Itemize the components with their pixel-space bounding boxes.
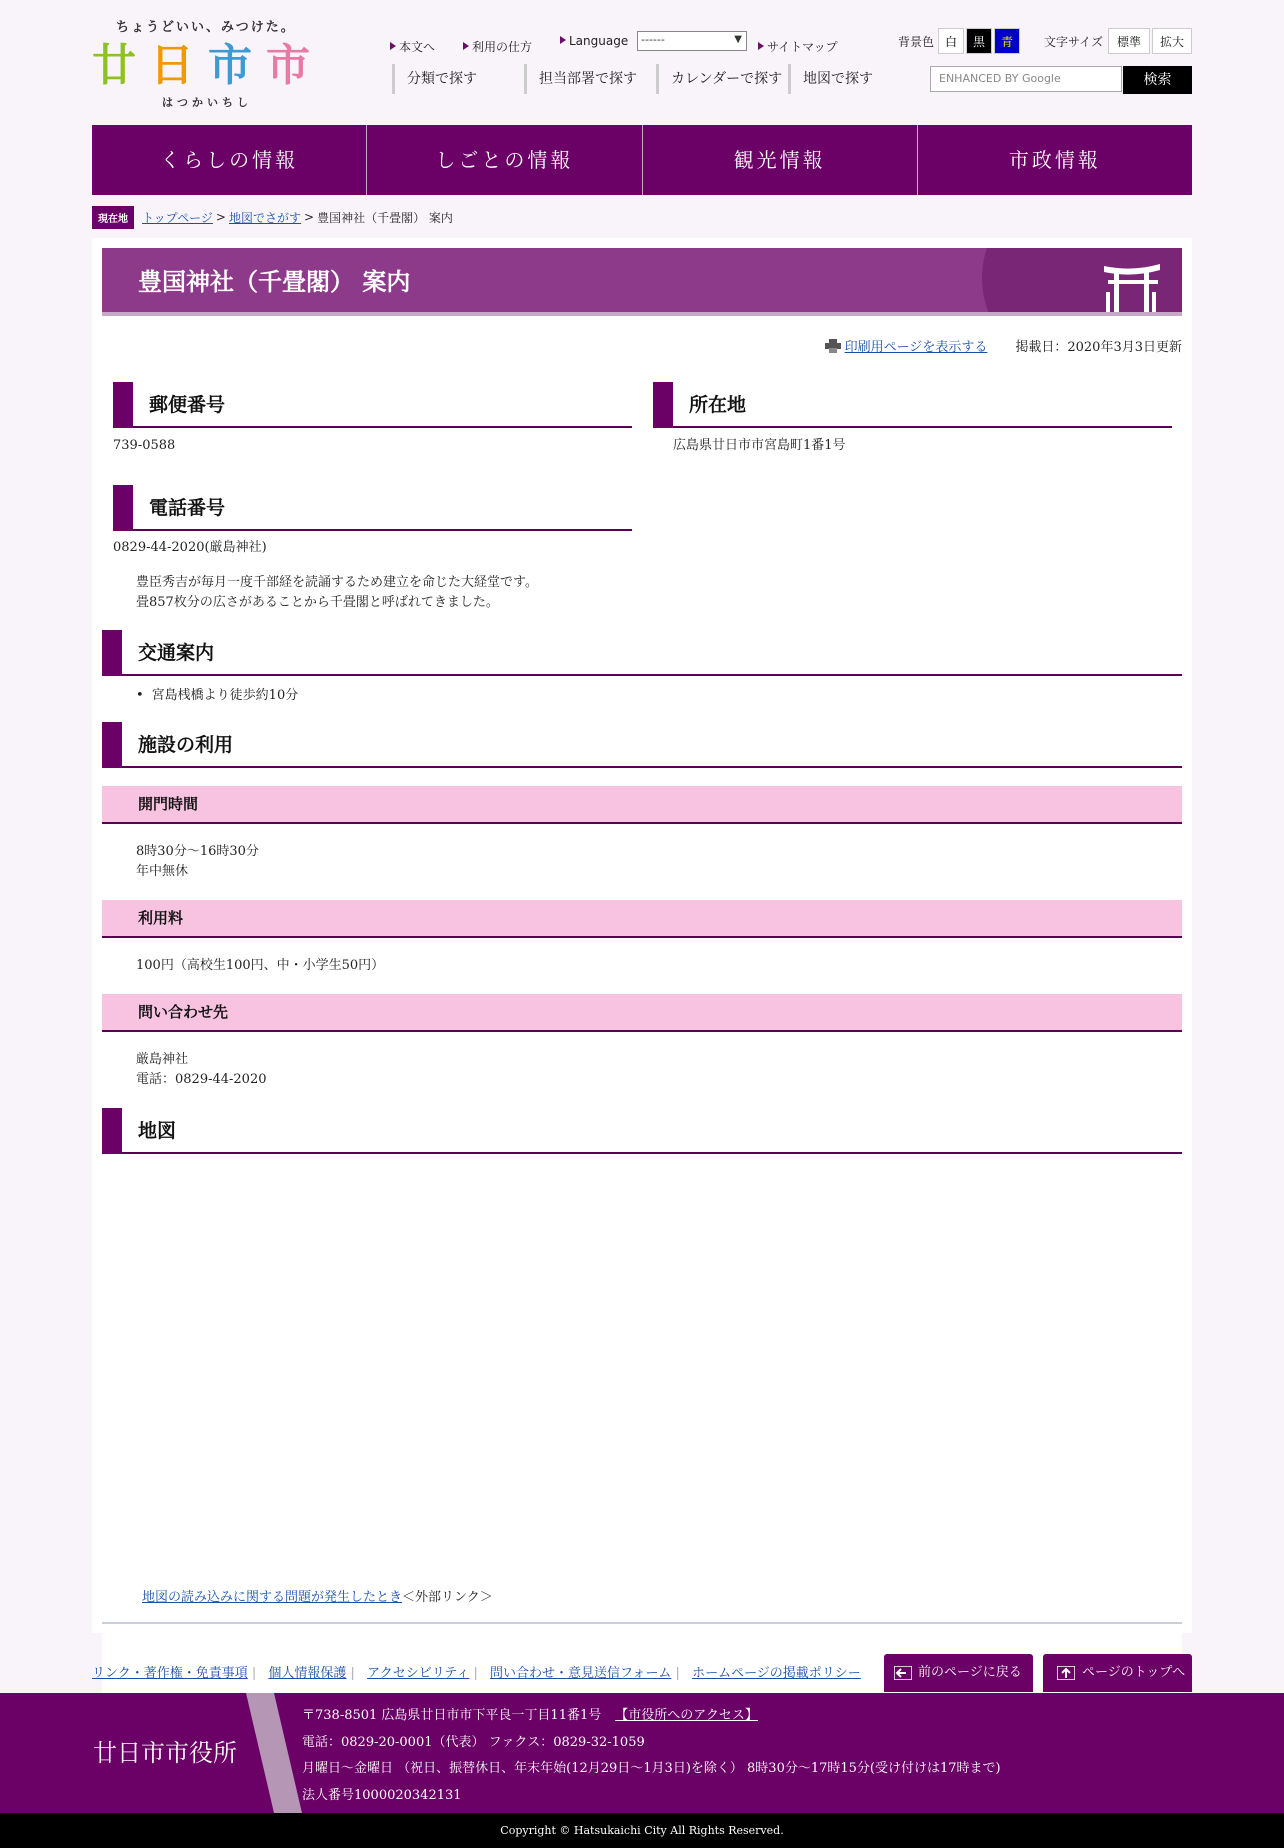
footer-info bbox=[302, 1703, 1001, 1809]
torii-icon bbox=[1102, 258, 1162, 316]
site-logo[interactable] bbox=[92, 16, 332, 110]
page-top-icon bbox=[1057, 1666, 1075, 1680]
bgcolor-black-button[interactable]: 黒 bbox=[966, 28, 992, 54]
phone-number: 0829-44-2020(厳島神社) bbox=[113, 540, 267, 555]
footer-link-policy[interactable]: ホームページの掲載ポリシー bbox=[692, 1666, 861, 1681]
fontsize-large-button[interactable]: 拡大 bbox=[1152, 28, 1192, 54]
logo-char: 日 bbox=[150, 40, 208, 91]
back-icon bbox=[894, 1666, 912, 1680]
bgcolor-label: 背景色 bbox=[898, 35, 935, 49]
map-issue-link[interactable]: 地図の読み込みに関する問題が発生したとき bbox=[142, 1590, 403, 1605]
arrow-right-icon bbox=[390, 42, 396, 50]
contact-phone: 電話：0829-44-2020 bbox=[136, 1072, 267, 1087]
bgcolor-white-button[interactable]: 白 bbox=[938, 28, 964, 54]
footer-corporate-number: 法人番号1000020342131 bbox=[302, 1787, 462, 1803]
contact-heading: 問い合わせ先 bbox=[102, 994, 1182, 1032]
access-heading: 交通案内 bbox=[102, 630, 1182, 676]
footer-link-accessibility[interactable]: アクセシビリティ bbox=[367, 1666, 470, 1681]
search-input[interactable]: ENHANCED BY Google bbox=[930, 66, 1122, 92]
page-meta bbox=[825, 336, 1182, 355]
footer-link-privacy[interactable]: 個人情報保護 bbox=[268, 1666, 347, 1681]
skip-to-content-link[interactable]: 本文へ bbox=[390, 38, 435, 55]
postal-heading: 郵便番号 bbox=[113, 382, 632, 428]
map-heading: 地図 bbox=[102, 1108, 1182, 1154]
logo-char: 廿 bbox=[92, 40, 150, 91]
logo-char: 市 bbox=[266, 40, 324, 91]
external-link-note: ＜外部リンク＞ bbox=[402, 1590, 493, 1605]
description-line: 豊臣秀吉が毎月一度千部経を読誦するため建立を命じた大経堂です。 bbox=[136, 575, 538, 590]
breadcrumb-here-label: 現在地 bbox=[92, 206, 134, 229]
nav-tourism[interactable]: 観光情報 bbox=[643, 125, 918, 195]
hours-text: 8時30分～16時30分 bbox=[136, 844, 259, 859]
arrow-right-icon bbox=[463, 42, 469, 50]
arrow-right-icon bbox=[758, 42, 764, 50]
page-title-banner bbox=[102, 248, 1182, 316]
phone-heading: 電話番号 bbox=[113, 485, 632, 531]
footer-office-name: 廿日市市役所 bbox=[93, 1739, 237, 1767]
contact-name: 厳島神社 bbox=[136, 1052, 189, 1067]
language-select[interactable]: ------ ▼ bbox=[637, 31, 747, 51]
fontsize-label: 文字サイズ bbox=[1044, 35, 1104, 49]
arrow-right-icon bbox=[560, 36, 566, 44]
breadcrumb bbox=[92, 205, 453, 229]
footer-links: リンク・著作権・免責事項 | 個人情報保護 | アクセシビリティ | 問い合わせ・意見送信フォーム | ホームページの掲載ポリシー bbox=[92, 1666, 861, 1681]
site-header bbox=[0, 0, 1284, 125]
search-by-department-link[interactable]: 担当部署で探す bbox=[524, 64, 654, 94]
hours-note: 年中無休 bbox=[136, 864, 189, 879]
content-divider bbox=[102, 1622, 1182, 1624]
postal-code: 739-0588 bbox=[113, 438, 176, 453]
search-by-calendar-link[interactable]: カレンダーで探す bbox=[656, 64, 786, 94]
page-title: 豊国神社（千畳閣） 案内 bbox=[138, 268, 411, 296]
facility-heading: 施設の利用 bbox=[102, 722, 1182, 768]
logo-char: 市 bbox=[208, 40, 266, 91]
footer-link-copyright[interactable]: リンク・著作権・免責事項 bbox=[92, 1666, 248, 1681]
footer-tel: 電話：0829-20-0001（代表） ファクス：0829-32-1059 bbox=[302, 1734, 645, 1750]
print-page-link[interactable]: 印刷用ページを表示する bbox=[825, 336, 988, 355]
breadcrumb-top-link[interactable]: トップページ bbox=[142, 210, 213, 225]
language-label: Language bbox=[560, 34, 628, 48]
search-button[interactable]: 検索 bbox=[1123, 66, 1192, 94]
footer-link-contact-form[interactable]: 問い合わせ・意見送信フォーム bbox=[490, 1666, 672, 1681]
bgcolor-blue-button[interactable]: 青 bbox=[994, 28, 1020, 54]
address-heading: 所在地 bbox=[653, 382, 1172, 428]
map-issue-line bbox=[142, 1588, 493, 1608]
chevron-down-icon: ▼ bbox=[734, 34, 742, 45]
breadcrumb-map-link[interactable]: 地図でさがす bbox=[228, 210, 301, 225]
nav-living[interactable]: くらしの情報 bbox=[92, 125, 367, 195]
site-footer bbox=[0, 1693, 1284, 1813]
logo-reading: はつかいちし bbox=[162, 96, 252, 109]
footer-address: 〒738-8501 広島県廿日市市下平良一丁目11番1号 bbox=[302, 1708, 602, 1723]
back-button[interactable]: 前のページに戻る bbox=[884, 1654, 1033, 1692]
usage-guide-link[interactable]: 利用の仕方 bbox=[463, 38, 532, 55]
breadcrumb-separator: > bbox=[215, 210, 226, 224]
copyright: Copyright © Hatsukaichi City All Rights Reserved. bbox=[0, 1813, 1284, 1848]
printer-icon bbox=[825, 339, 841, 353]
page-top-button[interactable]: ページのトップへ bbox=[1043, 1654, 1192, 1692]
search-by-map-link[interactable]: 地図で探す bbox=[788, 64, 888, 94]
description-line: 畳857枚分の広さがあることから千畳閣と呼ばれてきました。 bbox=[136, 595, 499, 610]
updated-date: 掲載日：2020年3月3日更新 bbox=[1015, 340, 1182, 355]
fee-text: 100円（高校生100円、中・小学生50円） bbox=[136, 958, 385, 973]
logo-tagline: ちょうどいい、みつけた。 bbox=[116, 20, 296, 35]
logo-title bbox=[92, 40, 324, 91]
main-content bbox=[92, 238, 1192, 1633]
nav-business[interactable]: しごとの情報 bbox=[367, 125, 642, 195]
nav-city-government[interactable]: 市政情報 bbox=[1008, 148, 1101, 172]
hours-heading: 開門時間 bbox=[102, 786, 1182, 824]
address-text: 広島県廿日市市宮島町1番1号 bbox=[673, 438, 846, 453]
fontsize-standard-button[interactable]: 標準 bbox=[1108, 28, 1150, 54]
footer-hours: 月曜日～金曜日 （祝日、振替休日、年末年始(12月29日～1月3日)を除く） 8時30分～17時15分(受け付けは17時まで) bbox=[302, 1761, 1001, 1776]
global-nav bbox=[92, 125, 1192, 195]
breadcrumb-current: 豊国神社（千畳閣） 案内 bbox=[317, 210, 453, 225]
breadcrumb-separator: > bbox=[304, 210, 315, 224]
sitemap-link[interactable]: サイトマップ bbox=[758, 38, 838, 55]
search-by-category-link[interactable]: 分類で探す bbox=[392, 64, 522, 94]
access-list-item: • 宮島桟橋より徒歩約10分 bbox=[136, 688, 299, 703]
footer-access-link[interactable]: 【市役所へのアクセス】 bbox=[615, 1708, 758, 1723]
fee-heading: 利用料 bbox=[102, 900, 1182, 938]
